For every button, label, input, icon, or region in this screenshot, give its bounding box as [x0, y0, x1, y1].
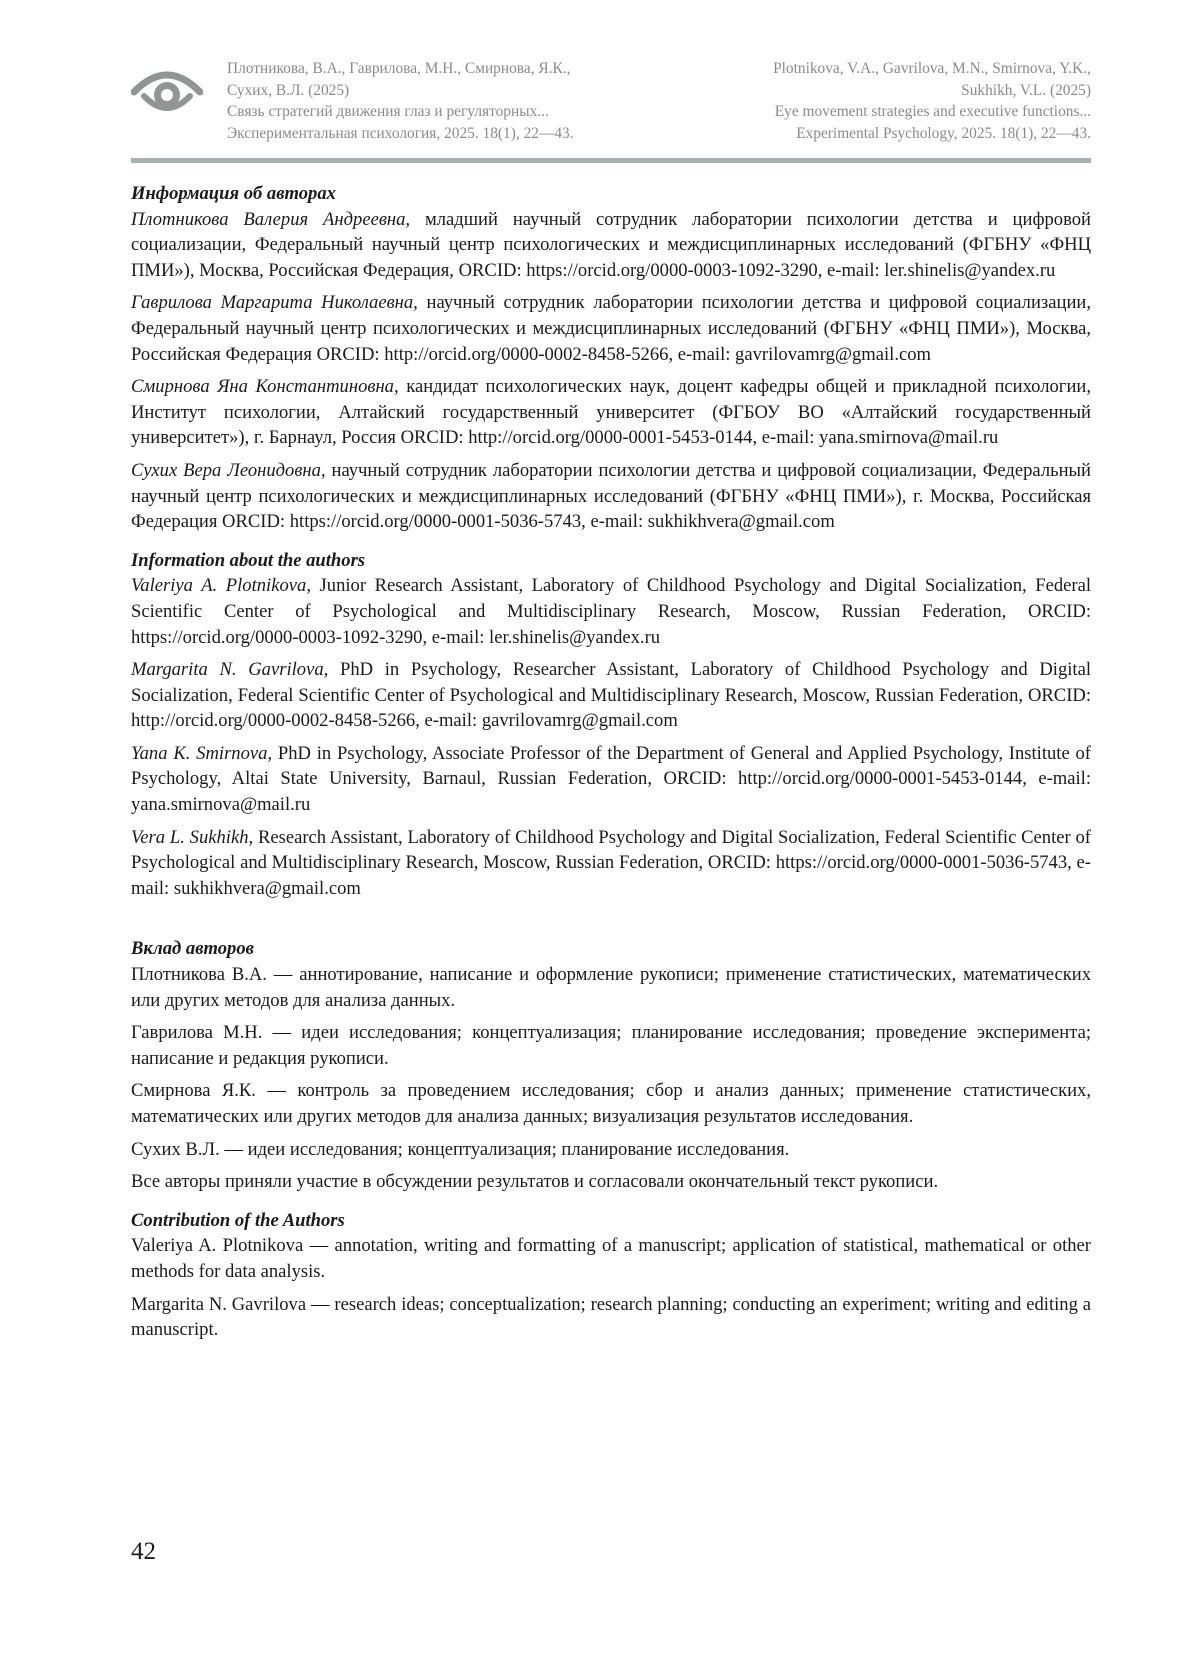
section-authors-en	[131, 548, 1091, 902]
author-name: Смирнова Яна Константиновна,	[131, 376, 399, 398]
section-heading: Contribution of the Authors	[131, 1209, 345, 1231]
author-entry	[131, 825, 1091, 902]
author-name: Valeriya A. Plotnikova,	[131, 575, 311, 597]
section-contribution-en	[131, 1208, 1091, 1343]
contribution-entry: Margarita N. Gavrilova — research ideas; conceptualization; research planning; conducting an experiment; writing and editing a manuscript.	[131, 1293, 1091, 1341]
author-details: научный сотрудник лаборатории психологии детства и цифровой социализации, Федеральный научный центр психологических и междисциплинарных исследований (ФГБНУ «ФНЦ ПМИ»), г. Москва, Российская Федерация ORCID: https://orcid.org/0000-0001-5036-5743, e-mail: sukhikhvera@gmail.com	[131, 459, 1091, 533]
author-name: Гаврилова Маргарита Николаевна,	[131, 292, 418, 314]
contribution-entry: Смирнова Я.К. — контроль за проведением исследования; сбор и анализ данных; применение статистических, математических или других методов для анализа данных; визуализация результатов исследования.	[131, 1080, 1091, 1127]
header-line: Eye movement strategies and executive functions...	[774, 103, 1091, 120]
contribution-entry: Все авторы приняли участие в обсуждении результатов и согласовали окончательный текст рукописи.	[131, 1171, 939, 1193]
header-citation-ru	[227, 58, 657, 144]
header-line: Связь стратегий движения глаз и регуляторных...	[227, 103, 549, 120]
header-line: Experimental Psychology, 2025. 18(1), 22—43.	[796, 124, 1091, 142]
author-details: PhD in Psychology, Associate Professor of the Department of General and Applied Psychology, Institute of Psychology, Altai State University, Barnaul, Russian Federation, ORCID: http://orcid.org/0000-0001-5453-0144, e-mail: yana.smirnova@mail.ru	[131, 742, 1091, 816]
author-details: Junior Research Assistant, Laboratory of Childhood Psychology and Digital Socialization, Federal Scientific Center of Psychological and Multidisciplinary Research, Moscow, Russian Federation, ORCID: https://orcid.org/0000-0003-1092-3290, e-mail: ler.shinelis@yandex.ru	[131, 575, 1091, 648]
author-entry	[131, 657, 1091, 734]
header-line: Sukhikh, V.L. (2025)	[961, 81, 1091, 99]
header-line: Plotnikova, V.A., Gavrilova, M.N., Smirnova, Y.K.,	[773, 60, 1091, 77]
eye-icon	[131, 62, 203, 114]
contribution-entry: Valeriya A. Plotnikova — annotation, writing and formatting of a manuscript; application of statistical, mathematical or other methods for data analysis.	[131, 1235, 1091, 1282]
author-entry	[131, 573, 1091, 650]
author-name: Сухих Вера Леонидовна,	[131, 459, 326, 481]
author-entry	[131, 741, 1091, 818]
author-entry	[131, 207, 1091, 284]
running-header	[131, 58, 1091, 162]
section-heading: Информация об авторах	[131, 183, 336, 204]
section-heading: Вклад авторов	[131, 938, 254, 960]
author-name: Margarita N. Gavrilova,	[131, 659, 329, 681]
page-body	[131, 181, 1091, 1350]
author-details: Research Assistant, Laboratory of Childhood Psychology and Digital Socialization, Federal Scientific Center of Psychological and Multidisciplinary Research, Moscow, Russian Federation, ORCID: https://orcid.org/0000-0001-5036-5743, e-mail: sukhikhvera@gmail.com	[131, 826, 1091, 899]
author-name: Yana K. Smirnova,	[131, 742, 273, 764]
header-line: Экспериментальная психология, 2025. 18(1), 22—43.	[227, 124, 574, 142]
author-entry	[131, 374, 1091, 451]
header-line: Сухих, В.Л. (2025)	[227, 81, 350, 99]
author-name: Плотникова Валерия Андреевна,	[131, 208, 411, 230]
header-citation-en	[651, 58, 1091, 144]
header-rule	[131, 158, 1091, 163]
section-contribution-ru	[131, 936, 1091, 1194]
author-details: кандидат психологических наук, доцент кафедры общей и прикладной психологии, Институт психологии, Алтайский государственный университет (ФГБОУ ВО «Алтайский государственный университет»), г. Барнаул, Россия ORCID: http://orcid.org/0000-0001-5453-0144, e-mail: yana.smirnova@mail.ru	[131, 376, 1091, 449]
author-entry	[131, 458, 1091, 535]
section-heading: Information about the authors	[131, 549, 366, 571]
section-authors-ru	[131, 181, 1091, 535]
author-details: научный сотрудник лаборатории психологии детства и цифровой социализации, Федеральный научный центр психологических и междисциплинарных исследований (ФГБНУ «ФНЦ ПМИ»), Москва, Российская Федерация ORCID: http://orcid.org/0000-0002-8458-5266, e-mail: gavrilovamrg@gmail.com	[131, 292, 1091, 365]
page-number: 42	[131, 1538, 156, 1565]
author-entry	[131, 290, 1091, 367]
contribution-entry: Гаврилова М.Н. — идеи исследования; концептуализация; планирование исследования; проведение эксперимента; написание и редакция рукописи.	[131, 1022, 1091, 1069]
contribution-entry: Плотникова В.А. — аннотирование, написание и оформление рукописи; применение статистических, математических или других методов для анализа данных.	[131, 964, 1091, 1011]
author-details: младший научный сотрудник лаборатории психологии детства и цифровой социализации, Федеральный научный центр психологических и междисциплинарных исследований (ФГБНУ «ФНЦ ПМИ»), Москва, Российская Федерация, ORCID: https://orcid.org/0000-0003-1092-3290, e-mail: ler.shinelis@yandex.ru	[131, 208, 1091, 281]
contribution-entry: Сухих В.Л. — идеи исследования; концептуализация; планирование исследования.	[131, 1138, 790, 1160]
header-line: Плотникова, В.А., Гаврилова, М.Н., Смирнова, Я.К.,	[227, 60, 571, 77]
author-name: Vera L. Sukhikh,	[131, 826, 254, 848]
author-details: PhD in Psychology, Researcher Assistant, Laboratory of Childhood Psychology and Digital Socialization, Federal Scientific Center of Psychological and Multidisciplinary Research, Moscow, Russian Federation, ORCID: http://orcid.org/0000-0002-8458-5266, e-mail: gavrilovamrg@gmail.com	[131, 659, 1091, 732]
